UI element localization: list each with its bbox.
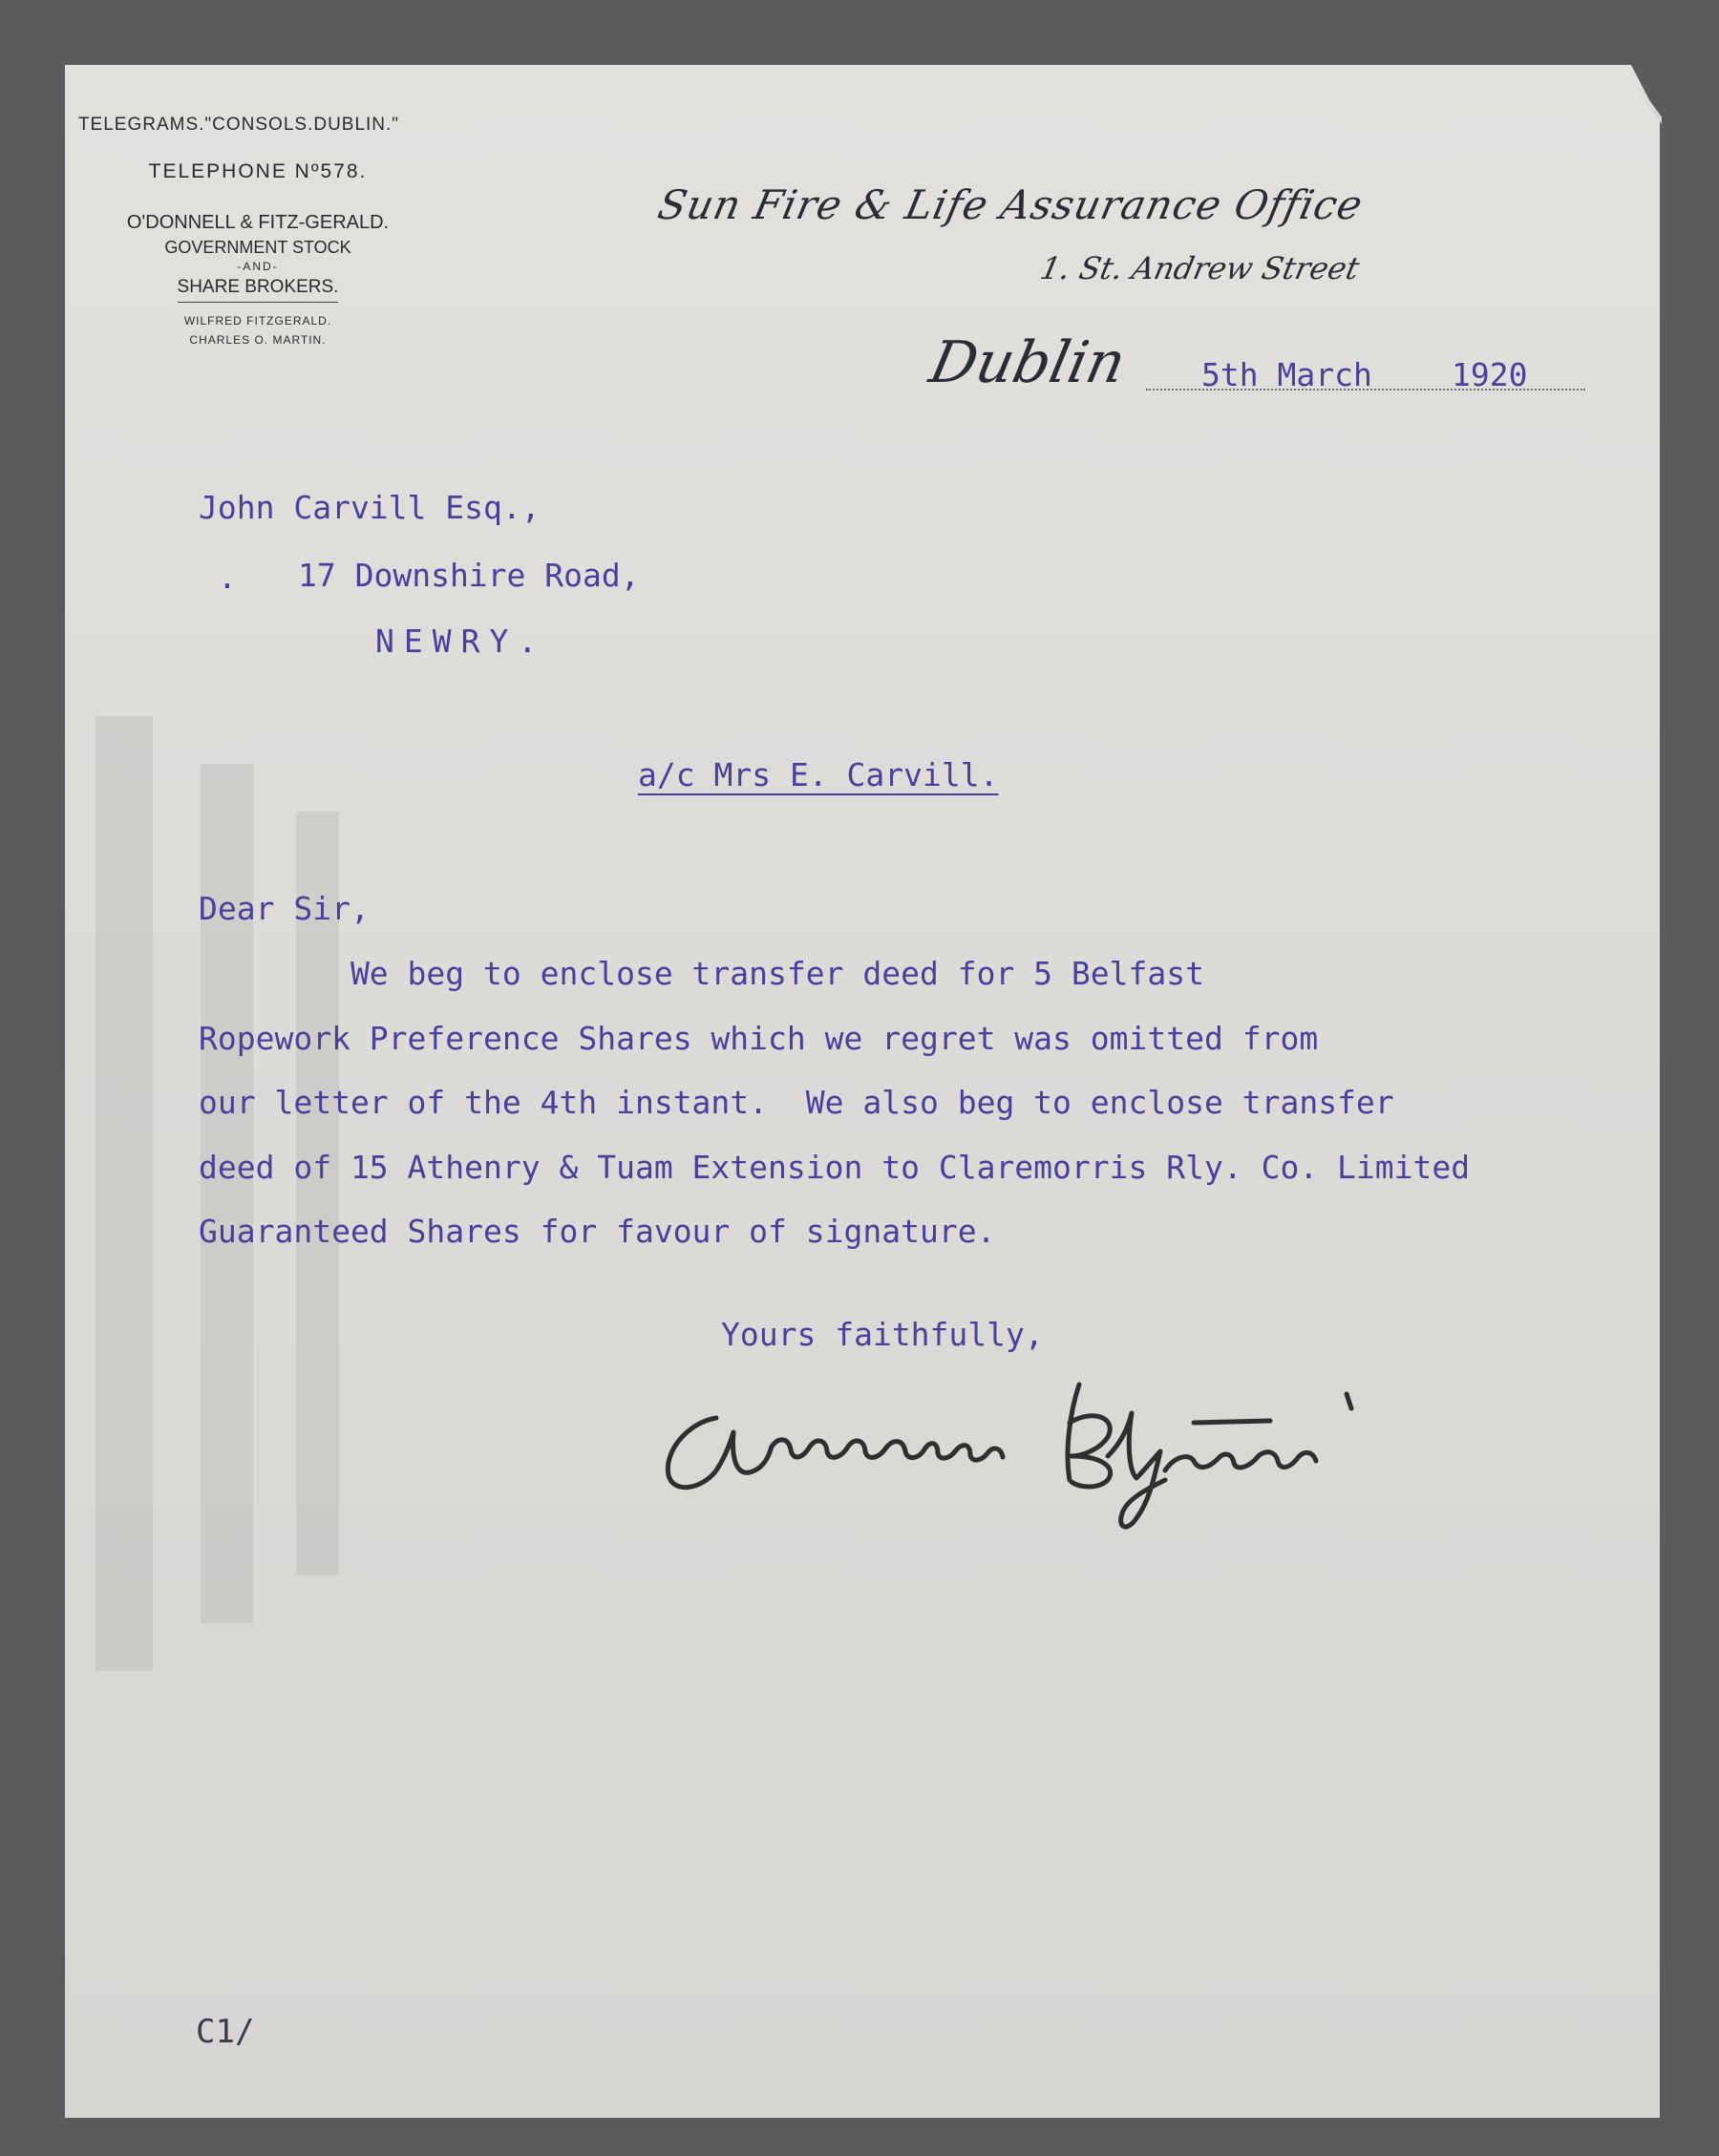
handwritten-signature (659, 1365, 1490, 1537)
partner-2: CHARLES O. MARTIN. (189, 333, 327, 347)
salutation: Dear Sir, (199, 890, 370, 927)
telegrams-line: TELEGRAMS."CONSOLS.DUBLIN." (77, 115, 400, 135)
address-dot: . (218, 559, 237, 596)
recipient-town: NEWRY. (375, 623, 547, 660)
office-name: Sun Fire & Life Assurance Office (653, 181, 1368, 228)
firm-line-1: GOVERNMENT STOCK (164, 238, 351, 257)
letter-date: 5th March (1201, 356, 1372, 393)
recipient-street: 17 Downshire Road, (298, 557, 640, 594)
body-line: deed of 15 Athenry & Tuam Extension to Claremorris Rly. Co. Limited (199, 1149, 1471, 1186)
account-reference: a/c Mrs E. Carvill. (638, 756, 999, 793)
closing: Yours faithfully, (721, 1316, 1044, 1353)
clerk-mark: C1/ (196, 2013, 255, 2051)
office-street: 1. St. Andrew Street (1036, 250, 1363, 286)
telephone-line: TELEPHONE Nº578. (148, 160, 368, 182)
city-name: Dublin (923, 329, 1132, 396)
letterhead-firm-block (57, 115, 458, 347)
firm-line-2: SHARE BROKERS. (178, 277, 339, 303)
body-line: Ropework Preference Shares which we regret was omitted from (199, 1020, 1319, 1057)
firm-name: O'DONNELL & FITZ-GERALD. (126, 212, 390, 233)
partner-1: WILFRED FITZGERALD. (183, 314, 332, 328)
letter-year: 1920 (1452, 356, 1528, 393)
body-line: Guaranteed Shares for favour of signature. (199, 1213, 996, 1250)
body-line: our letter of the 4th instant. We also beg to enclose transfer (199, 1084, 1394, 1121)
firm-and: -AND- (237, 260, 279, 273)
recipient-name: John Carvill Esq., (199, 489, 541, 526)
body-line: We beg to enclose transfer deed for 5 Belfast (199, 955, 1204, 992)
